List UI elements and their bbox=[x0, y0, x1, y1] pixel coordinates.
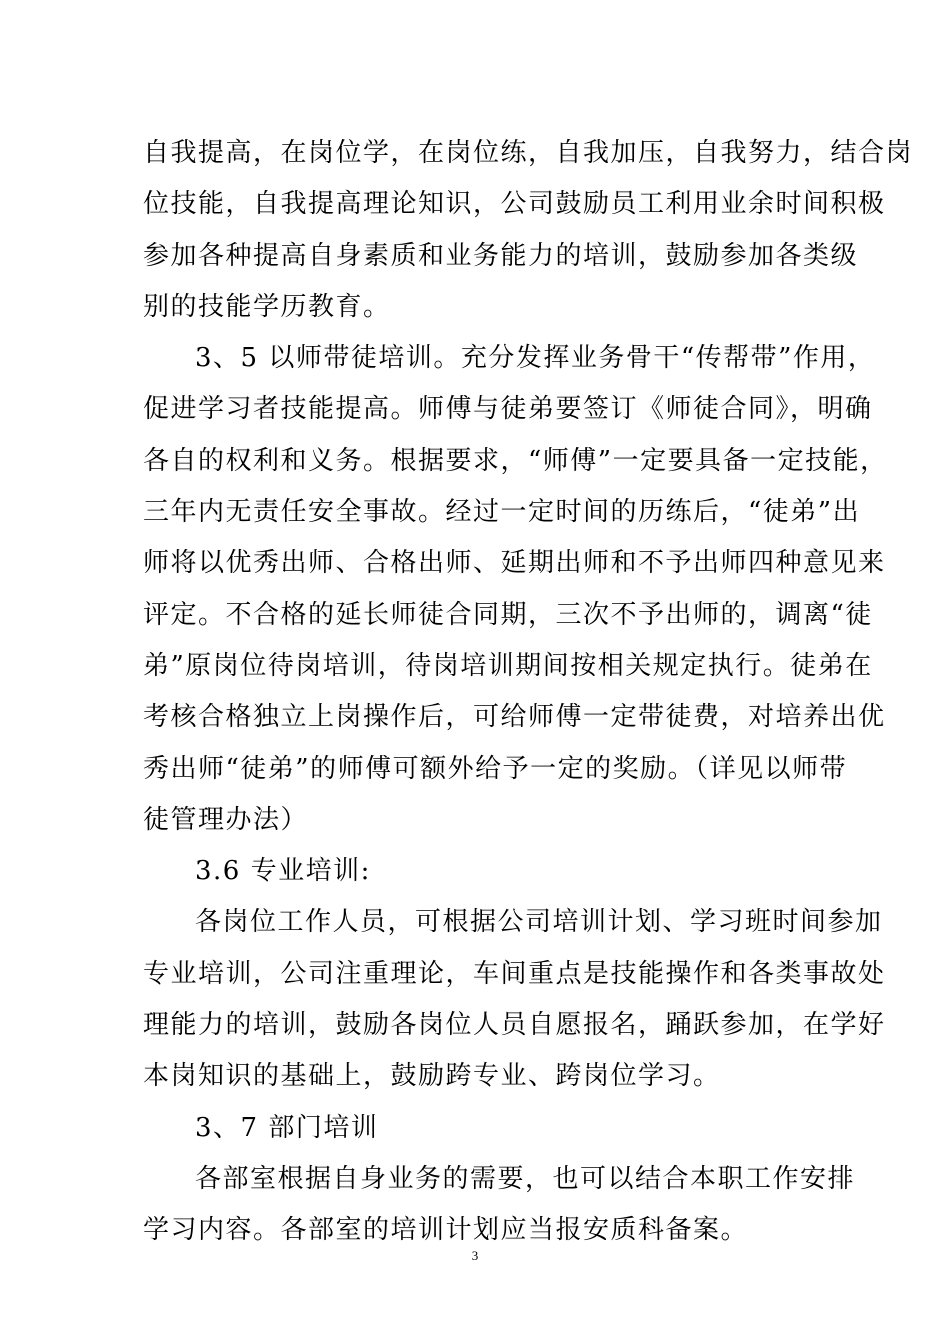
text-line: 弟”原岗位待岗培训，待岗培训期间按相关规定执行。徒弟在 bbox=[143, 650, 873, 681]
section-heading-3-6: 3.6 专业培训: bbox=[195, 856, 371, 887]
text-line: 学习内容。各部室的培训计划应当报安质科备案。 bbox=[143, 1215, 749, 1246]
text-line: 位技能，自我提高理论知识，公司鼓励员工利用业余时间积极 bbox=[143, 189, 886, 220]
text-line: 各岗位工作人员，可根据公司培训计划、学习班时间参加 bbox=[195, 907, 883, 938]
document-body bbox=[143, 128, 914, 1257]
text-line: 评定。不合格的延长师徒合同期，三次不予出师的，调离“徒 bbox=[143, 599, 873, 630]
text-line: 三年内无责任安全事故。经过一定时间的历练后，“徒弟”出 bbox=[143, 497, 861, 528]
text-line: 本岗知识的基础上，鼓励跨专业、跨岗位学习。 bbox=[143, 1061, 721, 1092]
section-heading-3-7: 3、7 部门培训 bbox=[195, 1112, 379, 1143]
text-line: 专业培训，公司注重理论，车间重点是技能操作和各类事故处 bbox=[143, 958, 886, 989]
text-line: 各自的权利和义务。根据要求，“师傅”一定要具备一定技能， bbox=[143, 445, 888, 476]
text-line: 别的技能学历教育。 bbox=[143, 291, 391, 322]
text-line: 秀出师“徒弟”的师傅可额外给予一定的奖励。（详见以师带 bbox=[143, 753, 848, 784]
text-line: 自我提高，在岗位学，在岗位练，自我加压，自我努力，结合岗 bbox=[143, 138, 914, 168]
text-line: 参加各种提高自身素质和业务能力的培训，鼓励参加各类级 bbox=[143, 240, 859, 271]
text-line: 考核合格独立上岗操作后，可给师傅一定带徒费，对培养出优 bbox=[143, 702, 886, 733]
text-line: 理能力的培训，鼓励各岗位人员自愿报名，踊跃参加，在学好 bbox=[143, 1010, 886, 1041]
text-line: 徒管理办法） bbox=[143, 804, 309, 835]
text-line: 促进学习者技能提高。师傅与徒弟要签订《师徒合同》，明确 bbox=[143, 394, 873, 425]
page-number: 3 bbox=[471, 1248, 479, 1263]
section-heading-3-5: 3、5 以师带徒培训。充分发挥业务骨干“传帮带”作用， bbox=[195, 343, 876, 374]
text-line: 师将以优秀出师、合格出师、延期出师和不予出师四种意见来 bbox=[143, 548, 886, 579]
text-line: 各部室根据自身业务的需要，也可以结合本职工作安排 bbox=[195, 1163, 856, 1194]
